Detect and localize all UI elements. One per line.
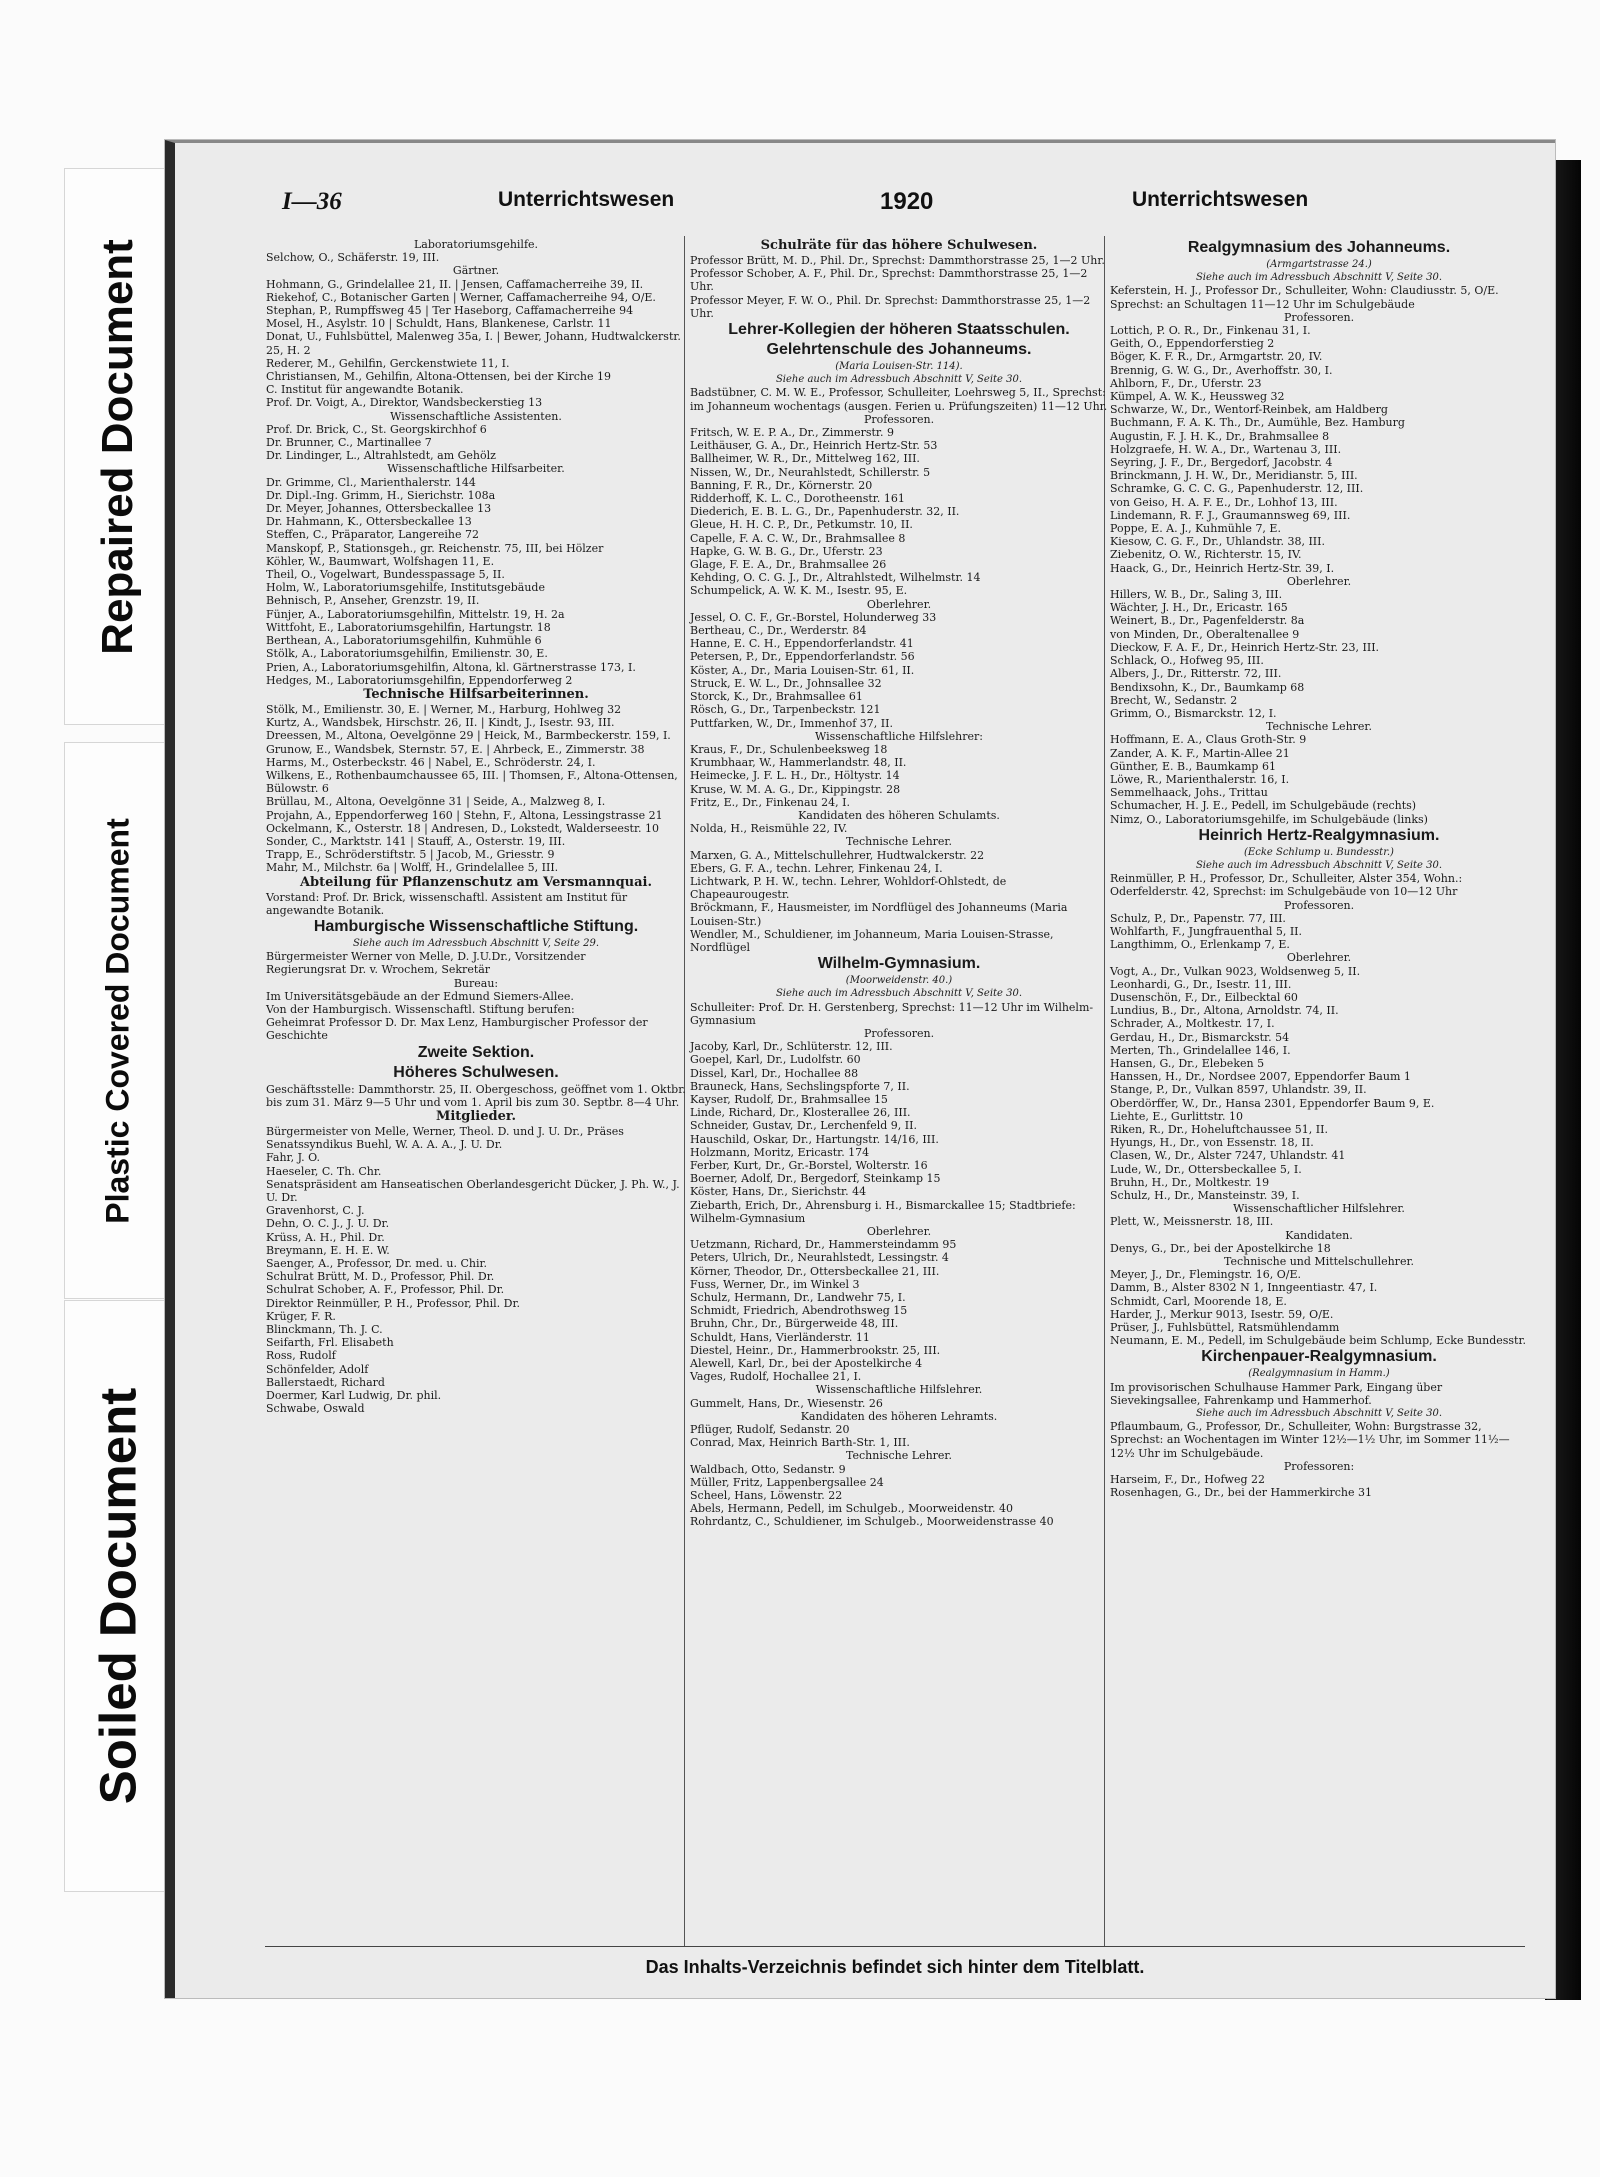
text-line: Technische und Mittelschullehrer. [1223,1255,1414,1269]
text-line: Behnisch, P., Anseher, Grenzstr. 19, II. [266,594,480,608]
text-line: Schulz, Hermann, Dr., Landwehr 75, I. [690,1291,906,1305]
text-line: Harseim, F., Dr., Hofweg 22 [1110,1473,1266,1487]
text-line: Krumbhaar, W., Hammerlandstr. 48, II. [690,756,907,770]
text-line: Regierungsrat Dr. v. Wrochem, Sekretär [266,963,491,977]
text-line: Wächter, J. H., Dr., Ericastr. 165 [1110,601,1288,615]
text-line: Professor Schober, A. F., Phil. Dr., Sprechst: Dammthorstrasse 25, 1—2 Uhr. [690,267,1088,294]
text-line: Meyer, J., Dr., Flemingstr. 16, O/E. [1110,1268,1302,1282]
text-line: Nolda, H., Reismühle 22, IV. [690,822,848,836]
text-line: Lundius, B., Dr., Altona, Arnoldstr. 74, II. [1110,1004,1339,1018]
text-line: Holzgraefe, H. W. A., Dr., Wartenau 3, III. [1110,442,1342,456]
text-line: Diestel, Heinr., Dr., Hammerbrookstr. 25, III. [690,1343,941,1357]
text-line: Kruse, W. M. A. G., Dr., Kippingstr. 28 [690,782,901,796]
text-line: Hillers, W. B., Dr., Saling 3, III. [1110,588,1283,602]
text-line: Seyring, J. F., Dr., Bergedorf, Jacobstr. 4 [1110,456,1333,470]
text-line: Krüger, F. R. [266,1309,336,1323]
text-line: Schwabe, Oswald [266,1402,365,1416]
text-line: Oberlehrer. [866,597,932,611]
text-line: Plett, W., Meissnerstr. 18, III. [1110,1215,1274,1229]
text-line: Bürgermeister von Melle, Werner, Theol. D. und J. U. Dr., Präses [266,1124,624,1138]
soiled-document-tab [64,1300,172,1892]
text-line: Professoren: [1283,1459,1355,1473]
text-line: Kraus, F., Dr., Schulenbeeksweg 18 [690,742,888,756]
text-line: Schuldt, Hans, Vierländerstr. 11 [690,1330,870,1344]
text-line: Schrader, A., Moltkestr. 17, I. [1110,1017,1275,1031]
text-line: Geith, O., Eppendorferstieg 2 [1110,337,1275,351]
text-line: Keferstein, H. J., Professor Dr., Schulleiter, Wohn: Claudiusstr. 5, O/E. Sprechst: an Schultagen 11—12 Uhr im Schulgebäude [1110,284,1499,311]
text-line: Siehe auch im Adressbuch Abschnitt V, Seite 30. [1195,272,1443,284]
text-line: Diederich, E. B. L. G., Dr., Papenhuderstr. 32, II. [690,505,960,519]
column-left [266,238,686,1415]
text-line: Breymann, E. H. E. W. [266,1243,390,1257]
text-line: Schulz, P., Dr., Papenstr. 77, III. [1110,911,1286,925]
text-line: Günther, E. B., Baumkamp 61 [1110,759,1276,773]
text-line: Holzmann, Moritz, Ericastr. 174 [690,1145,870,1159]
text-line: Wissenschaftliche Hilfslehrer. [815,1383,983,1397]
text-line: Siehe auch im Adressbuch Abschnitt V, Seite 30. [1195,859,1443,871]
text-line: Hamburgische Wissenschaftliche Stiftung. [313,917,639,935]
text-line: Fritz, E., Dr., Finkenau 24, I. [690,795,850,809]
text-line: Schulz, H., Dr., Mansteinstr. 39, I. [1110,1189,1300,1203]
text-line: Riken, R., Dr., Hoheluftchaussee 51, II. [1110,1123,1328,1136]
text-line: Dehn, O. C. J., J. U. Dr. [266,1217,390,1231]
text-line: Kandidaten des höheren Schulamts. [798,808,1000,822]
text-line: Prof. Dr. Brick, C., St. Georgskirchhof 6 [266,422,487,436]
text-line: Grunow, E., Wandsbek, Sternstr. 57, E. | Ahrbeck, E., Zimmerstr. 38 [266,742,645,756]
text-line: Prüser, J., Fuhlsbüttel, Ratsmühlendamm [1110,1321,1340,1335]
text-line: Bureau: [453,976,499,990]
text-line: Schmidt, Friedrich, Abendrothsweg 15 [690,1304,908,1318]
text-line: Professor Brütt, M. D., Phil. Dr., Sprechst: Dammthorstrasse 25, 1—2 Uhr. [690,254,1105,267]
text-line: Pflaumbaum, G., Professor, Dr., Schulleiter, Wohn: Burgstrasse 32, Sprechst: an Wochentagen im Winter 12½—1½ Uhr, im Sommer 11½—12½ Uhr im Schulgebäude. [1110,1420,1510,1460]
text-line: Von der Hamburgisch. Wissenschaftl. Stiftung berufen: [266,1002,575,1016]
text-line: Gravenhorst, C. J. [266,1204,365,1218]
text-line: Wissenschaftlicher Hilfslehrer. [1233,1202,1405,1216]
text-line: Nimz, O., Laboratoriumsgehilfe, im Schulgebäude (links) [1110,812,1428,826]
text-line: Rösch, G., Dr., Tarpenbeckstr. 121 [690,703,881,717]
text-line: Bruhn, H., Dr., Moltkestr. 19 [1110,1175,1270,1189]
text-line: Kiesow, C. G. F., Dr., Uhlandstr. 38, III. [1110,535,1325,549]
text-line: Struck, E. W. L., Dr., Johnsallee 32 [690,676,882,690]
text-line: Fünjer, A., Laboratoriumsgehilfin, Mittelstr. 19, H. 2a [266,607,565,621]
text-line: Dr. Grimme, Cl., Marienthalerstr. 144 [266,475,476,489]
text-line: Gärtner. [452,264,500,278]
text-line: Heinrich Hertz-Realgymnasium. [1198,826,1440,844]
text-line: Köster, Hans, Dr., Sierichstr. 44 [690,1185,867,1199]
text-line: Körner, Theodor, Dr., Ottersbeckallee 21, III. [690,1264,940,1278]
text-line: Linde, Richard, Dr., Klosterallee 26, III. [690,1106,911,1120]
text-line: Schwarze, W., Dr., Wentorf-Reinbek, am Haldberg [1110,403,1388,417]
text-line: Capelle, F. A. C. W., Dr., Brahmsallee 8 [690,531,906,545]
text-line: Poppe, E. A. J., Kuhmühle 7, E. [1110,522,1281,536]
text-line: Wissenschaftliche Assistenten. [390,409,562,423]
text-line: Oberlehrer. [1286,951,1352,965]
text-line: Kurtz, A., Wandsbek, Hirschstr. 26, II. | Kindt, J., Isestr. 93, III. [266,716,615,730]
text-line: (Armgartstrasse 24.) [1266,259,1372,270]
text-line: Direktor Reinmüller, P. H., Professor, Phil. Dr. [266,1296,521,1310]
plastic-covered-document-tab [64,742,172,1299]
text-line: Abteilung für Pflanzenschutz am Versmannquai. [299,874,653,890]
text-line: Wilhelm-Gymnasium. [817,955,981,973]
text-line: Bruhn, Chr., Dr., Bürgerweide 48, III. [690,1317,899,1331]
text-line: Mahr, M., Milchstr. 6a | Wolff, H., Grindelallee 5, III. [266,861,559,875]
text-line: Hedges, M., Laboratoriumsgehilfin, Eppendorferweg 2 [266,673,573,687]
text-line: Haack, G., Dr., Heinrich Hertz-Str. 39, I. [1110,561,1335,575]
text-line: Waldbach, Otto, Sedanstr. 9 [690,1462,846,1476]
text-line: Stölk, A., Laboratoriumsgehilfin, Emilienstr. 30, E. [266,647,548,661]
text-line: Ziebarth, Erich, Dr., Ahrensburg i. H., Bismarckallee 15; Stadtbriefe: Wilhelm-Gymnasium [690,1198,1076,1225]
text-line: Holm, W., Laboratoriumsgehilfe, Institutsgebäude [266,581,545,595]
text-line: Schumpelick, A. W. K. M., Isestr. 95, E. [690,584,908,598]
text-line: Professor Meyer, F. W. O., Phil. Dr. Sprechst: Dammthorstrasse 25, 1—2 Uhr. [690,293,1091,320]
text-line: Badstübner, C. M. W. E., Professor, Schulleiter, Loehrsweg 5, II., Sprechst: im Johanneum wochentags (ausgen. Ferien u. Prüfungszeiten) 11—12 Uhr. [690,386,1108,413]
text-line: Dieckow, F. A. F., Dr., Heinrich Hertz-Str. 23, III. [1110,640,1380,654]
text-line: Abels, Hermann, Pedell, im Schulgeb., Moorweidenstr. 40 [690,1502,1014,1516]
text-line: Stölk, M., Emilienstr. 30, E. | Werner, M., Harburg, Hohlweg 32 [266,702,622,716]
text-line: Wilkens, E., Rothenbaumchaussee 65, III. | Thomsen, F., Altona-Ottensen, Bülowstr. 6 [266,768,678,796]
text-line: Projahn, A., Eppendorferweg 160 | Stehn, F., Altona, Lessingstrasse 21 [266,808,663,822]
text-line: (Realgymnasium in Hamm.) [1248,1368,1390,1380]
text-line: Marxen, G. A., Mittelschullehrer, Hudtwalckerstr. 22 [690,848,985,862]
text-line: (Ecke Schlump u. Bundesstr.) [1244,846,1394,858]
text-line: Kehding, O. C. G. J., Dr., Altrahlstedt, Wilhelmstr. 14 [690,571,981,585]
text-line: Liehte, E., Gurlittstr. 10 [1110,1109,1243,1123]
text-line: Christiansen, M., Gehilfin, Altona-Ottensen, bei der Kirche 19 [266,370,611,384]
text-line: Gummelt, Hans, Dr., Wiesenstr. 26 [690,1396,883,1410]
text-line: Neumann, E. M., Pedell, im Schulgebäude beim Schlump, Ecke Bundesstr. [1110,1334,1527,1348]
text-line: Ballerstaedt, Richard [266,1375,385,1389]
text-line: Dissel, Karl, Dr., Hochallee 88 [690,1066,859,1080]
text-line: Ebers, G. F. A., techn. Lehrer, Finkenau 24, I. [690,861,943,875]
footer-note: Das Inhalts-Verzeichnis befindet sich hinter dem Titelblatt. [265,1946,1525,1987]
text-line: Hohmann, G., Grindelallee 21, II. | Jensen, Caffamacherreihe 39, II. [266,277,644,291]
text-line: Hanne, E. C. H., Eppendorferlandstr. 41 [690,637,914,651]
text-line: Doermer, Karl Ludwig, Dr. phil. [266,1389,442,1403]
text-line: Reinmüller, P. H., Professor, Dr., Schulleiter, Alster 354, Wohn.: Oderfelderstr. 42, Sprechst: im Schulgebäude von 10—12 Uhr [1110,872,1463,899]
text-line: Mitglieder. [435,1108,517,1124]
text-line: Schulräte für das höhere Schulwesen. [760,238,1038,253]
text-line: Buchmann, F. A. K. Th., Dr., Aumühle, Bez. Hamburg [1110,416,1405,430]
text-line: Lottich, P. O. R., Dr., Finkenau 31, I. [1110,324,1311,338]
text-line: Selchow, O., Schäferstr. 19, III. [266,251,440,265]
text-line: Heimecke, J. F. L. H., Dr., Höltystr. 14 [690,769,900,783]
text-line: Schmidt, Carl, Moorende 18, E. [1110,1294,1287,1308]
text-line: Bröckmann, F., Hausmeister, im Nordflügel des Johanneums (Maria Louisen-Str.) [690,901,1068,928]
text-line: Löwe, R., Marienthalerstr. 16, I. [1110,772,1290,786]
text-line: Nissen, W., Dr., Neurahlstedt, Schillerstr. 5 [690,465,931,479]
text-line: Berthean, A., Laboratoriumsgehilfin, Kuhmühle 6 [266,634,542,648]
text-line: von Geiso, H. A. F. E., Dr., Lohhof 13, III. [1110,495,1338,509]
text-line: Boerner, Adolf, Dr., Bergedorf, Steinkamp 15 [690,1172,941,1186]
text-line: Albers, J., Dr., Ritterstr. 72, III. [1110,667,1282,681]
text-line: Siehe auch im Adressbuch Abschnitt V, Seite 30. [775,374,1023,386]
text-line: Ballheimer, W. R., Dr., Mittelweg 162, III. [690,452,920,466]
text-line: Ridderhoff, K. L. C., Dorotheenstr. 161 [690,492,905,506]
text-line: Gelehrtenschule des Johanneums. [766,341,1032,359]
text-line: Saenger, A., Professor, Dr. med. u. Chir. [266,1257,488,1271]
text-line: Höheres Schulwesen. [393,1063,559,1081]
text-line: Augustin, F. J. H. K., Dr., Brahmsallee 8 [1110,429,1330,443]
text-line: Brecht, W., Sedanstr. 2 [1110,693,1238,707]
text-line: Schulleiter: Prof. Dr. H. Gerstenberg, Sprechst: 11—12 Uhr im Wilhelm-Gymnasium [690,1000,1094,1027]
text-line: Hansen, G., Dr., Elebeken 5 [1110,1056,1265,1070]
text-line: Dr. Brunner, C., Martinallee 7 [266,436,432,450]
text-line: Lichtwark, P. H. W., techn. Lehrer, Wohldorf-Ohlstedt, de Chapeaurougestr. [690,874,1007,902]
text-line: Haeseler, C. Th. Chr. [266,1164,382,1178]
text-line: Lindemann, R. F. J., Graumannsweg 69, III. [1110,508,1351,522]
text-line: Leithäuser, G. A., Dr., Heinrich Hertz-Str. 53 [690,439,938,453]
text-line: Schulrat Schober, A. F., Professor, Phil. Dr. [266,1283,505,1297]
text-line: Hauschild, Oskar, Dr., Hartungstr. 14/16, III. [690,1132,939,1146]
text-line: C. Institut für angewandte Botanik. [266,383,464,397]
text-line: Conrad, Max, Heinrich Barth-Str. 1, III. [690,1436,910,1450]
page-number: I—36 [282,188,342,215]
text-line: Stange, P., Dr., Vulkan 8597, Uhlandstr. 39, II. [1110,1083,1367,1097]
text-line: Brennig, G. W. G., Dr., Averhoffstr. 30, I. [1110,363,1333,377]
text-line: Geschäftsstelle: Dammthorstr. 25, II. Obergeschoss, geöffnet vom 1. Oktbr. bis zum 31. März 9—5 Uhr und vom 1. April bis zum 30. Septbr. 8—4 Uhr. [266,1082,686,1109]
text-line: Scheel, Hans, Löwenstr. 22 [690,1489,843,1503]
text-line: Hoffmann, E. A., Claus Groth-Str. 9 [1110,733,1307,747]
text-line: Lude, W., Dr., Ottersbeckallee 5, I. [1110,1162,1302,1176]
text-line: Kandidaten des höheren Lehramts. [800,1409,998,1423]
column-right [1110,238,1528,1499]
text-line: Dr. Dipl.-Ing. Grimm, H., Sierichstr. 108a [266,488,496,502]
repaired-document-tab [64,168,172,725]
text-line: Harms, M., Osterbeckstr. 46 | Nabel, E., Schröderstr. 24, I. [266,755,596,769]
text-line: Köster, A., Dr., Maria Louisen-Str. 61, II. [690,663,915,677]
text-line: Ziebenitz, O. W., Richterstr. 15, IV. [1110,548,1302,562]
text-line: Damm, B., Alster 8302 N 1, Inngeentiastr. 47, I. [1110,1281,1378,1295]
text-line: Stephan, P., Rumpffsweg 45 | Ter Haseborg, Caffamacherreihe 94 [266,304,634,318]
running-title-right: Unterrichtswesen [1132,188,1309,211]
text-line: Sonder, C., Marktstr. 141 | Stauff, A., Osterstr. 19, III. [266,834,566,848]
text-line: Merten, Th., Grindelallee 146, I. [1110,1043,1291,1057]
plastic-covered-document-label: Plastic Covered Document [99,817,136,1224]
text-line: Riekehof, C., Botanischer Garten | Werner, Caffamacherreihe 94, O/E. [266,290,656,304]
text-line: Vorstand: Prof. Dr. Brick, wissenschaftl. Assistent am Institut für angewandte Botanik. [266,890,628,917]
text-line: Bürgermeister Werner von Melle, D. J.U.Dr., Vorsitzender [266,950,586,964]
text-line: Technische Lehrer. [846,835,952,849]
text-line: Siehe auch im Adressbuch Abschnitt V, Seite 30. [775,988,1023,1000]
text-line: Schlack, O., Hofweg 95, III. [1110,654,1264,668]
text-line: Harder, J., Merkur 9013, Isestr. 59, O/E. [1110,1307,1334,1321]
running-title-left: Unterrichtswesen [498,188,675,211]
text-line: Ferber, Kurt, Dr., Gr.-Borstel, Wolterstr. 16 [690,1159,928,1172]
text-line: Prien, A., Laboratoriumsgehilfin, Altona, kl. Gärtnerstrasse 173, I. [266,660,636,674]
text-line: Im provisorischen Schulhause Hammer Park, Eingang über Sievekingsallee, Fahrenkamp und Hammerhof. [1110,1380,1443,1407]
text-line: Kandidaten. [1285,1228,1353,1242]
text-line: Leonhardi, G., Dr., Isestr. 11, III. [1110,977,1292,991]
text-line: Schönfelder, Adolf [266,1362,369,1376]
text-line: Brüllau, M., Altona, Oevelgönne 31 | Seide, A., Malzweg 8, I. [266,795,606,809]
page-header [282,188,1522,218]
text-line: Zander, A. K. F., Martin-Allee 21 [1110,746,1290,760]
text-line: Gerdau, H., Dr., Bismarckstr. 54 [1110,1030,1290,1044]
text-line: Technische Hilfsarbeiterinnen. [363,686,589,702]
text-line: Semmelhaack, Johs., Trittau [1110,786,1268,800]
repaired-document-label: Repaired Document [93,238,142,655]
text-line: Weinert, B., Dr., Pagenfelderstr. 8a [1110,614,1305,628]
text-line: Denys, G., Dr., bei der Apostelkirche 18 [1110,1241,1331,1255]
text-line: Schulrat Brütt, M. D., Professor, Phil. Dr. [266,1270,495,1284]
text-line: Hanssen, H., Dr., Nordsee 2007, Eppendorfer Baum 1 [1110,1070,1411,1084]
text-line: Pflüger, Rudolf, Sedanstr. 20 [690,1423,850,1437]
text-line: Ross, Rudolf [266,1349,336,1363]
text-line: Storck, K., Dr., Brahmsallee 61 [690,690,863,704]
text-line: Fuss, Werner, Dr., im Winkel 3 [690,1277,860,1291]
text-line: Mosel, H., Asylstr. 10 | Schuldt, Hans, Blankenese, Carlstr. 11 [266,317,612,331]
text-line: Technische Lehrer. [1266,720,1372,734]
text-line: Blinckmann, Th. J. C. [266,1323,383,1337]
text-line: Siehe auch im Adressbuch Abschnitt V, Seite 29. [352,937,600,949]
text-line: Seifarth, Frl. Elisabeth [266,1336,394,1350]
text-line: Goepel, Karl, Dr., Ludolfstr. 60 [690,1053,861,1067]
text-line: Donat, U., Fuhlsbüttel, Malenweg 35a, I. | Bewer, Johann, Hudtwalckerstr. 25, H. 2 [266,330,681,357]
text-line: Kirchenpauer-Realgymnasium. [1201,1348,1437,1366]
text-line: Clasen, W., Dr., Alster 7247, Uhlandstr. 41 [1110,1149,1346,1163]
text-line: Böger, K. F. R., Dr., Armgartstr. 20, IV. [1110,350,1323,364]
text-line: Gleue, H. H. C. P., Dr., Petkumstr. 10, II. [690,518,913,532]
text-line: Ockelmann, K., Osterstr. 18 | Andresen, D., Lokstedt, Walderseestr. 10 [266,821,660,835]
text-line: Hyungs, H., Dr., von Essenstr. 18, II. [1110,1136,1314,1150]
text-line: Kayser, Rudolf, Dr., Brahmsallee 15 [690,1092,888,1106]
text-line: Müller, Fritz, Lappenbergsallee 24 [690,1475,884,1489]
text-line: Oberdörffer, W., Dr., Hansa 2301, Eppendorfer Baum 9, E. [1110,1096,1435,1110]
text-line: Dreessen, M., Altona, Oevelgönne 29 | Heick, M., Barmbeckerstr. 159, I. [266,729,671,743]
text-line: Laboratoriumsgehilfe. [413,238,539,251]
text-line: Realgymnasium des Johanneums. [1187,239,1451,256]
text-line: Brinckmann, J. H. W., Dr., Meridianstr. 5, III. [1110,469,1358,483]
text-line: Langthimm, O., Erlenkamp 7, E. [1110,938,1290,952]
text-line: Alewell, Karl, Dr., bei der Apostelkirche 4 [690,1357,923,1371]
text-line: Wissenschaftliche Hilfslehrer: [815,729,983,743]
text-line: Im Universitätsgebäude an der Edmund Siemers-Allee. [266,989,574,1003]
text-line: Vages, Rudolf, Hochallee 21, I. [690,1370,862,1384]
text-line: Theil, O., Vogelwart, Bundesspassage 5, II. [266,568,505,582]
text-line: Rohrdantz, C., Schuldiener, im Schulgeb., Moorweidenstrasse 40 [690,1515,1054,1529]
text-line: Oberlehrer. [1286,574,1352,588]
text-line: Professoren. [1283,310,1355,324]
text-line: Professoren. [863,412,935,426]
text-line: von Minden, Dr., Oberaltenallee 9 [1110,627,1300,641]
text-line: Wendler, M., Schuldiener, im Johanneum, Maria Louisen-Strasse, Nordflügel [690,927,1054,954]
text-line: Siehe auch im Adressbuch Abschnitt V, Seite 30. [1195,1408,1443,1420]
text-line: Dr. Hahmann, K., Ottersbeckallee 13 [266,515,472,529]
soiled-document-label: Soiled Document [89,1387,147,1805]
text-line: Hapke, G. W. B. G., Dr., Uferstr. 23 [690,544,883,558]
text-line: Kümpel, A. W. K., Heussweg 32 [1110,390,1285,404]
page-year: 1920 [880,188,934,215]
text-line: Wittfoht, E., Laboratoriumsgehilfin, Hartungstr. 18 [266,620,551,634]
text-line: Schneider, Gustav, Dr., Lerchenfeld 9, II. [690,1119,917,1133]
text-line: Trapp, E., Schröderstiftstr. 5 | Jacob, M., Griesstr. 9 [266,848,555,862]
text-line: Technische Lehrer. [846,1449,952,1463]
text-line: (Moorweidenstr. 40.) [845,975,953,987]
text-line: Wissenschaftliche Hilfsarbeiter. [387,462,565,476]
text-line: Rederer, M., Gehilfin, Gerckenstwiete 11, I. [266,356,510,370]
text-line: Prof. Dr. Voigt, A., Direktor, Wandsbeckerstieg 13 [266,396,543,410]
text-line: Steffen, C., Präparator, Langereihe 72 [266,528,479,542]
text-line: Dr. Meyer, Johannes, Ottersbeckallee 13 [266,502,492,516]
text-line: Brauneck, Hans, Sechslingspforte 7, II. [690,1079,910,1093]
text-line: Senatspräsident am Hanseatischen Oberlandesgericht Dücker, J. Ph. W., J. U. Dr. [266,1177,680,1204]
text-line: Professoren. [863,1026,935,1040]
text-line: Wohlfarth, F., Jungfrauenthal 5, II. [1110,924,1303,938]
text-line: Dusenschön, F., Dr., Eilbecktal 60 [1110,990,1298,1004]
text-line: Senatssyndikus Buehl, W. A. A. A., J. U. Dr. [266,1138,503,1152]
text-line: Jessel, O. C. F., Gr.-Borstel, Holunderweg 33 [690,610,937,624]
text-line: Jacoby, Karl, Dr., Schlüterstr. 12, III. [690,1040,893,1054]
text-line: Geheimrat Professor D. Dr. Max Lenz, Hamburgischer Professor der Geschichte [266,1016,648,1043]
text-line: Oberlehrer. [866,1225,932,1239]
text-line: Ahlborn, F., Dr., Uferstr. 23 [1110,376,1262,390]
text-line: Uetzmann, Richard, Dr., Hammersteindamm 95 [690,1238,957,1252]
text-line: Professoren. [1283,898,1355,912]
text-line: Zweite Sektion. [417,1043,535,1061]
text-line: Manskopf, P., Stationsgeh., gr. Reichenstr. 75, III, bei Hölzer [266,541,604,555]
text-line: Lehrer-Kollegien der höheren Staatsschulen. [728,321,1070,339]
text-line: Bendixsohn, K., Dr., Baumkamp 68 [1110,680,1305,694]
column-middle [690,238,1108,1529]
text-line: Vogt, A., Dr., Vulkan 9023, Woldsenweg 5, II. [1110,964,1361,978]
text-line: Rosenhagen, G., Dr., bei der Hammerkirche 31 [1110,1486,1373,1500]
text-line: Köhler, W., Baumwart, Wolfshagen 11, E. [266,554,495,568]
text-line: Schramke, G. C. C. G., Papenhuderstr. 12, III. [1110,482,1364,496]
text-line: Krüss, A. H., Phil. Dr. [266,1230,385,1244]
text-line: Fahr, J. O. [266,1151,320,1165]
text-line: Dr. Lindinger, L., Altrahlstedt, am Gehölz [266,449,496,463]
text-line: Banning, F. R., Dr., Körnerstr. 20 [690,478,873,492]
text-line: (Maria Louisen-Str. 114). [835,361,963,373]
text-line: Petersen, P., Dr., Eppendorferlandstr. 56 [690,650,915,664]
text-line: Peters, Ulrich, Dr., Neurahlstedt, Lessingstr. 4 [690,1251,949,1265]
text-line: Glage, F. E. A., Dr., Brahmsallee 26 [690,558,887,572]
text-line: Grimm, O., Bismarckstr. 12, I. [1110,706,1277,720]
text-line: Puttfarken, W., Dr., Immenhof 37, II. [690,716,893,730]
text-line: Bertheau, C., Dr., Werderstr. 84 [690,624,867,638]
text-line: Schumacher, H. J. E., Pedell, im Schulgebäude (rechts) [1110,799,1417,813]
text-line: Fritsch, W. E. P. A., Dr., Zimmerstr. 9 [690,426,894,440]
